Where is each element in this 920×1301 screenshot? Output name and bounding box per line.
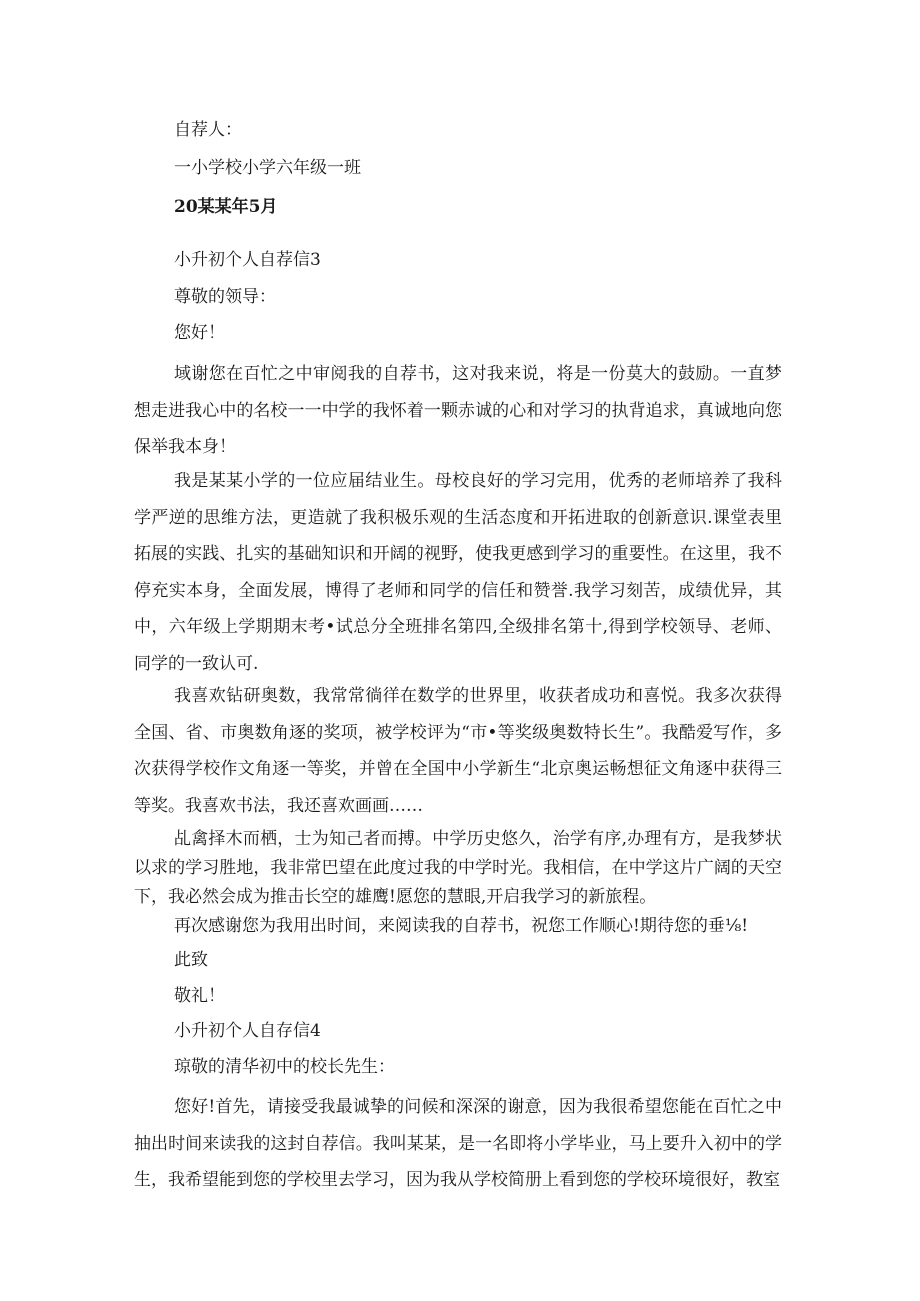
letter3-closing-1: 此致: [174, 950, 208, 970]
letter3-greeting: 您好！: [174, 323, 225, 343]
letter3-paragraph-1: 域谢您在百忙之中审阅我的自荐书，这对我来说，将是一份莫大的鼓励。一直梦想走进我心中的名校一一中学的我怀着一颗赤诚的心和对学习的执背追求，真诚地向您保举我本身！: [134, 364, 782, 458]
letter3-paragraph-4: 乩禽择木而栖，士为知己者而搏。中学历史悠久，治学有序,办理有方，是我梦状以求的学习胜地，我非常巴望在此度过我的中学时光。我相信，在中学这片广阔的天空下，我必然会成为推击长空的雄鹰!愿您的慧眼,开启我学习的新旅程。: [134, 829, 782, 907]
letter3-closing-2: 敬礼！: [174, 986, 225, 1006]
recommender-label: 自荐人：: [174, 120, 242, 140]
school-class: 一小学校小学六年级一班: [174, 158, 361, 178]
letter4-salutation: 琼敬的清华初中的校长先生：: [174, 1057, 395, 1077]
letter3-salutation: 尊敬的领导：: [174, 287, 276, 307]
letter3-paragraph-2: 我是某某小学的一位应届结业生。母校良好的学习完用，优秀的老师培养了我科学严逆的思维方法，更造就了我积极乐观的生活态度和开拓进取的创新意识.课堂表里拓展的实践、扎实的基础知识和开阔的视野，使我更感到学习的重要性。在这里，我不停充实本身，全面发展，博得了老师和同学的信任和赞誉.我学习刻苦，成绩优异，其中，六年级上学期期末考•试总分全班排名第四,全级排名第十,得到学校领导、老师、同学的一致认可.: [134, 471, 782, 674]
letter4-title: 小升初个人自存信4: [174, 1021, 321, 1041]
letter-date: 20某某年5月: [174, 197, 278, 217]
letter4-paragraph: 您好!首先，请接受我最诚挚的问候和深深的谢意，因为我很希望您能在百忙之中抽出时间来读我的这封自荐信。我叫某某，是一名即将小学毕业，马上要升入初中的学生，我希望能到您的学校里去学习，因为我从学校简册上看到您的学校环境很好，教室: [134, 1097, 782, 1191]
letter3-paragraph-3: 我喜欢钻研奥数，我常常徜徉在数学的世界里，收获者成功和喜悦。我多次获得全国、省、市奥数角逐的奖项，被学校评为“市•等奖级奥数特长生”。我酷爱写作，多次获得学校作文角逐一等奖，并曾在全国中小学新生“北京奥运畅想征文角逐中获得三等奖。我喜欢书法，我还喜欢画画……: [134, 686, 782, 816]
letter3-title: 小升初个人自荐信3: [174, 250, 321, 270]
letter3-paragraph-5: 再次感谢您为我用出时间，来阅读我的自荐书，祝您工作顺心!期待您的垂⅛!: [174, 916, 749, 936]
